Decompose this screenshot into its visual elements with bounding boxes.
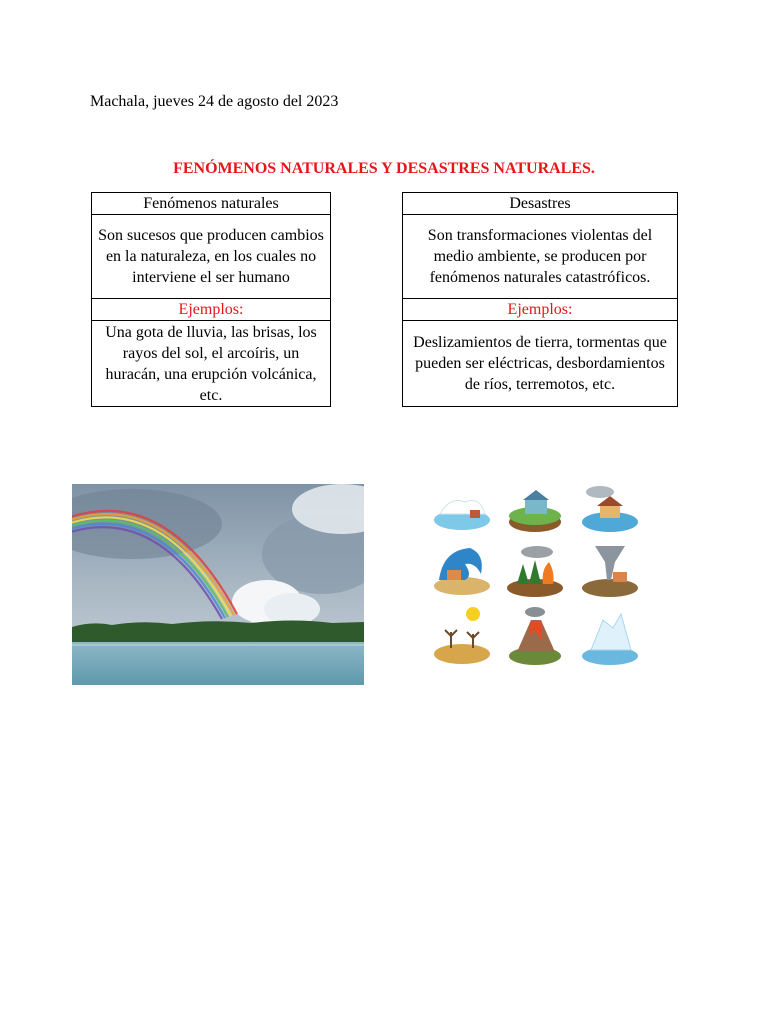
snowstorm-icon	[434, 501, 490, 531]
flood-icon	[582, 486, 638, 532]
disasters-table	[402, 192, 678, 407]
wildfire-icon	[507, 546, 563, 597]
page-title: FENÓMENOS NATURALES Y DESASTRES NATURALES.	[173, 160, 595, 177]
rainbow-lake-photo	[72, 484, 364, 685]
disasters-definition: Son transformaciones violentas del medio ambiente, se producen por fenómenos naturales catastróficos.	[403, 215, 678, 299]
natural-phenomena-definition: Son sucesos que producen cambios en la naturaleza, en los cuales no interviene el ser humano	[92, 215, 331, 299]
disasters-examples-label: Ejemplos:	[403, 299, 678, 321]
iceberg-icon	[582, 614, 638, 665]
volcano-icon	[509, 607, 561, 665]
natural-phenomena-heading: Fenómenos naturales	[92, 193, 331, 215]
disasters-icons-illustration	[425, 484, 653, 674]
natural-phenomena-examples: Una gota de lluvia, las brisas, los rayos del sol, el arcoíris, un huracán, una erupción volcánica, etc.	[92, 321, 331, 407]
landslide-house-icon	[509, 490, 561, 532]
tornado-icon	[582, 546, 638, 597]
disasters-heading: Desastres	[403, 193, 678, 215]
tsunami-icon	[434, 548, 490, 595]
disasters-examples: Deslizamientos de tierra, tormentas que pueden ser eléctricas, desbordamientos de ríos, terremotos, etc.	[403, 321, 678, 407]
drought-icon	[434, 607, 490, 664]
date-line: Machala, jueves 24 de agosto del 2023	[90, 93, 339, 110]
natural-phenomena-table	[91, 192, 331, 407]
natural-phenomena-examples-label: Ejemplos:	[92, 299, 331, 321]
